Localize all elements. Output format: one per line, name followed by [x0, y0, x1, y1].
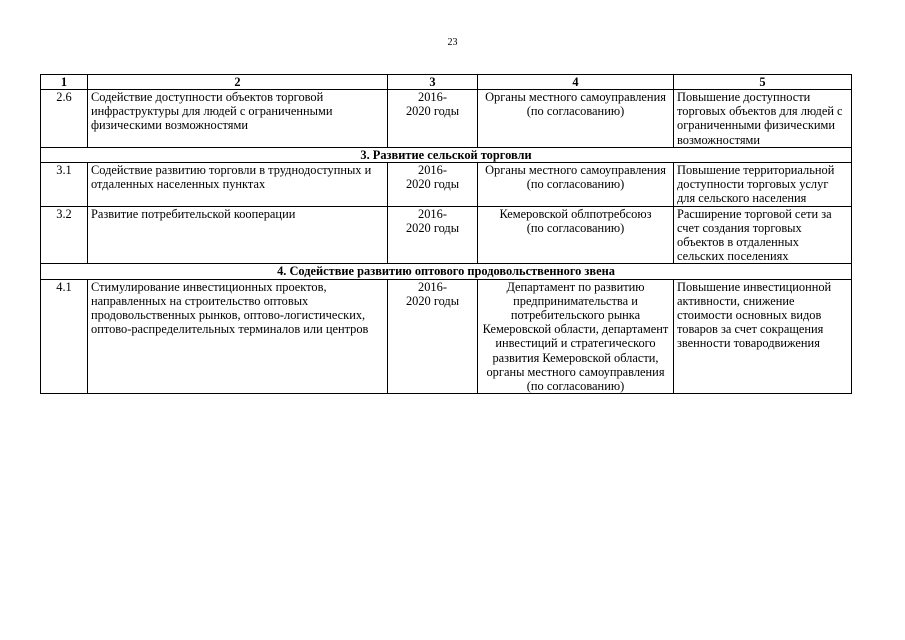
- period-years: 2016- 2020 годы: [405, 206, 460, 235]
- row-period: [388, 90, 478, 148]
- row-activity: Содействие доступности объектов торговой инфраструктуры для людей с ограниченными физическими возможностями: [88, 90, 388, 148]
- row-number: 4.1: [41, 279, 88, 394]
- period-years: 2016- 2020 годы: [405, 90, 460, 119]
- executor-text: Департамент по развитию предпринимательства и потребительского рынка Кемеровской области, департамент инвестиций и стратегического развития Кемеровской области, органы местного самоуправления (по согласованию): [482, 279, 669, 394]
- row-executor: [478, 206, 674, 264]
- section-row: [41, 147, 852, 162]
- row-executor: [478, 90, 674, 148]
- row-number: 3.1: [41, 163, 88, 207]
- row-period: [388, 163, 478, 207]
- column-header-2: 2: [88, 75, 388, 90]
- header-row: [41, 75, 852, 90]
- row-executor: [478, 279, 674, 394]
- row-result: Расширение торговой сети за счет создания торговых объектов в отдаленных сельских поселениях: [674, 206, 852, 264]
- table-row: [41, 206, 852, 264]
- table-header: [41, 75, 852, 90]
- executor-text: Органы местного самоуправления (по согласованию): [485, 90, 666, 119]
- period-years: 2016- 2020 годы: [405, 163, 460, 192]
- action-plan-table: [40, 74, 852, 394]
- row-period: [388, 206, 478, 264]
- table-row: [41, 90, 852, 148]
- row-activity: Стимулирование инвестиционных проектов, направленных на строительство оптовых продовольственных рынков, оптово-логистических, оптово-распределительных терминалов или центров: [88, 279, 388, 394]
- section-title: 3. Развитие сельской торговли: [41, 147, 852, 162]
- row-activity: Развитие потребительской кооперации: [88, 206, 388, 264]
- column-header-5: 5: [674, 75, 852, 90]
- row-period: [388, 279, 478, 394]
- section-row: [41, 264, 852, 279]
- row-number: 3.2: [41, 206, 88, 264]
- row-executor: [478, 163, 674, 207]
- column-header-3: 3: [388, 75, 478, 90]
- executor-text: Органы местного самоуправления (по согласованию): [485, 163, 666, 192]
- row-number: 2.6: [41, 90, 88, 148]
- section-title: 4. Содействие развитию оптового продовольственного звена: [41, 264, 852, 279]
- row-result: Повышение доступности торговых объектов для людей с ограниченными физическими возможностями: [674, 90, 852, 148]
- executor-text: Кемеровской облпотребсоюз (по согласованию): [499, 206, 652, 235]
- row-result: Повышение территориальной доступности торговых услуг для сельского населения: [674, 163, 852, 207]
- column-header-1: 1: [41, 75, 88, 90]
- row-result: Повышение инвестиционной активности, снижение стоимости основных видов товаров за счет сокращения звенности товародвижения: [674, 279, 852, 394]
- column-header-4: 4: [478, 75, 674, 90]
- period-years: 2016- 2020 годы: [405, 279, 460, 308]
- row-activity: Содействие развитию торговли в труднодоступных и отдаленных населенных пунктах: [88, 163, 388, 207]
- table-row: [41, 279, 852, 394]
- table-body: [41, 90, 852, 394]
- table-row: [41, 163, 852, 207]
- page-number: 23: [447, 37, 458, 48]
